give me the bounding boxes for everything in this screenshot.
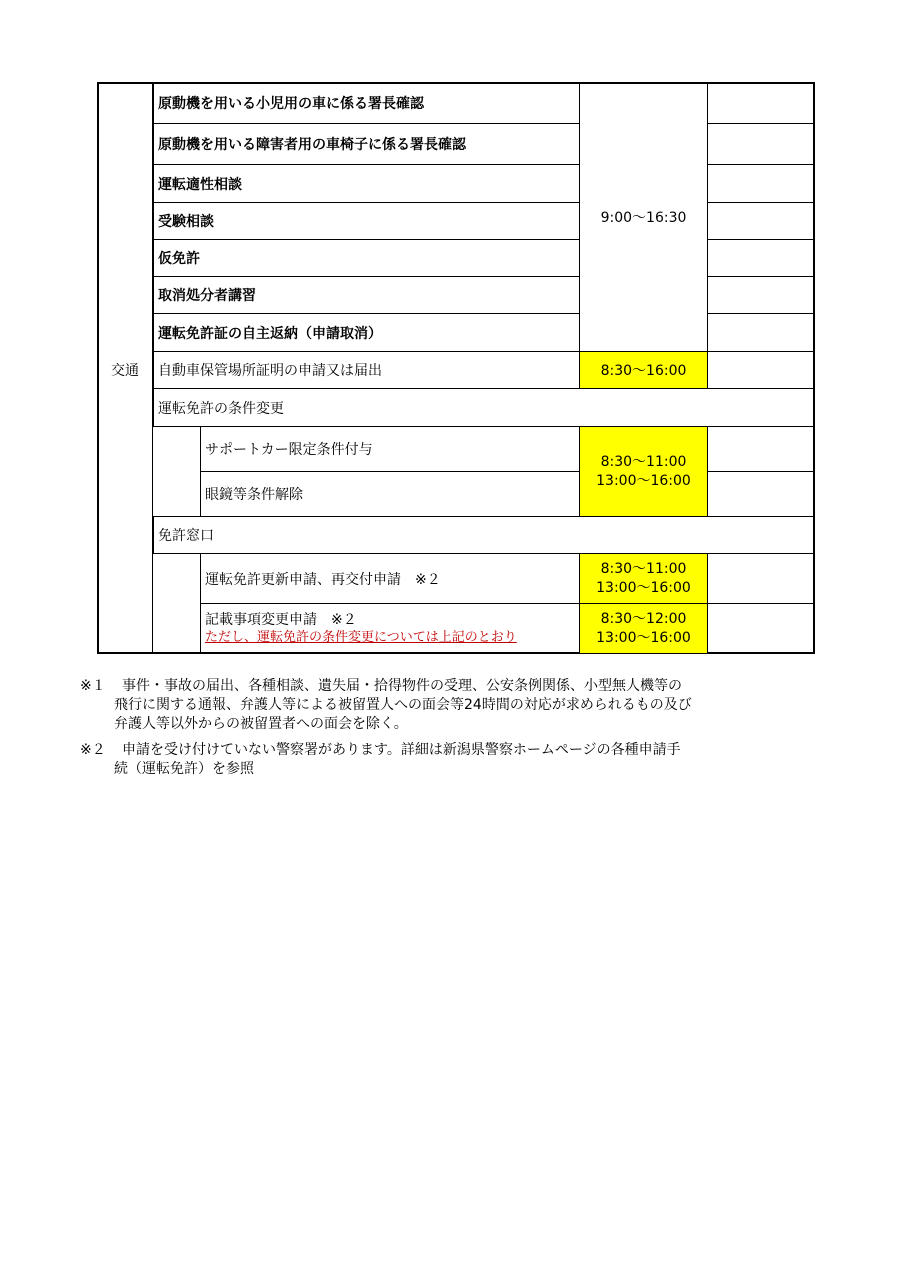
condition-item: サポートカー限定条件付与 xyxy=(205,442,373,458)
license-window-header: 免許窓口 xyxy=(158,528,214,544)
hours-line: 8:30～11:00 xyxy=(600,560,687,577)
row-label: 運転免許証の自主返納（申請取消） xyxy=(158,325,382,342)
footnote-mark: ※１ xyxy=(80,678,106,694)
footnote-line: 申請を受け付けていない警察署があります。詳細は新潟県警察ホームページの各種申請手 xyxy=(108,742,681,758)
footnote-line: 飛行に関する通報、弁護人等による被留置人への面会等24時間の対応が求められるもの及び xyxy=(114,697,692,713)
blank-cell xyxy=(707,351,815,389)
blank-cell xyxy=(707,603,815,654)
row-label: 受験相談 xyxy=(158,214,214,230)
blank-cell xyxy=(707,426,815,472)
blank-cell xyxy=(707,276,815,314)
blank-cell xyxy=(707,313,815,352)
indent-cell xyxy=(153,553,201,654)
blank-cell xyxy=(707,164,815,203)
blank-cell xyxy=(707,202,815,240)
condition-hours xyxy=(579,426,708,517)
row-label: 取消処分者講習 xyxy=(158,288,256,304)
row-label: 仮免許 xyxy=(158,251,200,267)
record-change-label: 記載事項変更申請 ※２ xyxy=(205,611,357,628)
blank-cell xyxy=(707,123,815,165)
footnote-line: 事件・事故の届出、各種相談、遺失届・拾得物件の受理、公安条例関係、小型無人機等の xyxy=(108,678,682,694)
footnote-1 xyxy=(80,677,810,734)
row-label: 原動機を用いる小児用の車に係る署長確認 xyxy=(158,96,424,112)
hours-line: 13:00～16:00 xyxy=(596,579,691,596)
footnote-line: 弁護人等以外からの被留置者への面会を除く。 xyxy=(114,716,408,732)
footnote-2 xyxy=(80,741,810,779)
indent-cell xyxy=(153,426,201,516)
hours-line: 13:00～16:00 xyxy=(596,472,691,489)
parking-label: 自動車保管場所証明の申請又は届出 xyxy=(158,363,382,379)
hours-text: 9:00～16:30 xyxy=(600,210,687,226)
hours-line: 8:30～12:00 xyxy=(600,610,687,627)
renewal-label: 運転免許更新申請、再交付申請 ※２ xyxy=(205,571,441,588)
record-change-note: ただし、運転免許の条件変更については上記のとおり xyxy=(205,629,517,645)
condition-item: 眼鏡等条件解除 xyxy=(205,487,303,503)
row-label: 運転適性相談 xyxy=(158,176,242,193)
blank-cell xyxy=(707,553,815,604)
category-label: 交通 xyxy=(111,363,139,379)
condition-change-header: 運転免許の条件変更 xyxy=(158,400,284,417)
footnote-line: 続（運転免許）を参照 xyxy=(114,761,254,777)
blank-cell xyxy=(707,82,815,124)
parking-hours: 8:30～16:00 xyxy=(600,363,687,379)
record-change-hours xyxy=(579,603,708,654)
hours-line: 13:00～16:00 xyxy=(596,629,691,646)
blank-cell xyxy=(707,471,815,517)
record-change-cell xyxy=(205,603,577,654)
row-label: 原動機を用いる障害者用の車椅子に係る署長確認 xyxy=(158,137,466,153)
blank-cell xyxy=(707,239,815,277)
renewal-hours xyxy=(579,553,708,604)
hours-line: 8:30～11:00 xyxy=(600,453,687,470)
footnote-mark: ※２ xyxy=(80,742,106,758)
